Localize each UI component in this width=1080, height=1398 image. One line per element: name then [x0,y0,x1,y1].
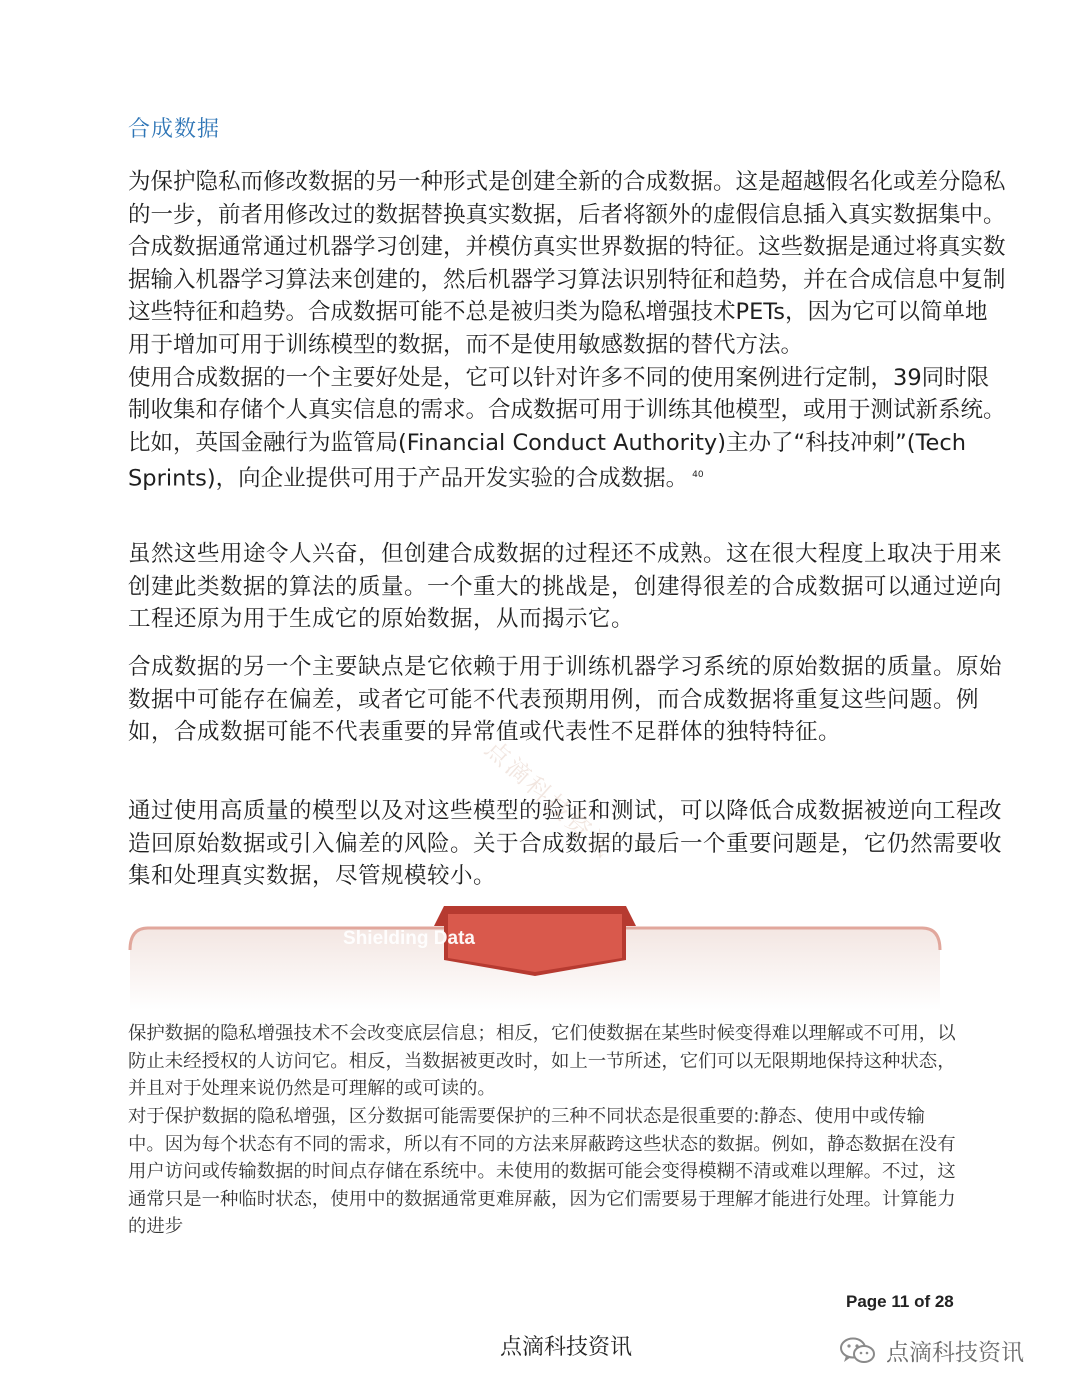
paragraph-benefits [128,362,1008,496]
paragraph-text: 使用合成数据的一个主要好处是，它可以针对许多不同的使用案例进行定制，39同时限制收集和存储个人真实信息的需求。合成数据可用于训练其他模型，或用于测试新系统。比如，英国金融行为监管局(Financial Conduct Authority)主办了“科技冲刺”(Tech Sprints)，向企业提供可用于产品开发实验的合成数据。 [128,364,1006,492]
page-total: 28 [934,1292,954,1311]
banner-graphic [126,900,944,1010]
paragraph-drawbacks: 合成数据的另一个主要缺点是它依赖于用于训练机器学习系统的原始数据的质量。原始数据中可能存在偏差，或者它可能不代表预期用例，而合成数据将重复这些问题。例如，合成数据可能不代表重要的异常值或代表性不足群体的独特特征。 [128,654,1003,746]
wechat-icon [838,1336,878,1366]
brand-name: 点滴科技资讯 [886,1340,1024,1366]
page-current: 11 [891,1292,910,1311]
page-of: of [909,1292,935,1311]
paragraph-challenges: 虽然这些用途令人兴奋，但创建合成数据的过程还不成熟。这在很大程度上取决于用来创建此类数据的算法的质量。一个重大的挑战是，创建得很差的合成数据可以通过逆向工程还原为用于生成它的原始数据，从而揭示它。 [128,541,1003,633]
watermark: 点滴科技资讯 [479,734,619,864]
section-heading: 合成数据 [128,117,221,142]
footer-brand [838,1334,1024,1367]
paragraph-text: 为保护隐私而修改数据的另一种形式是创建全新的合成数据。这是超越假名化或差分隐私的一步，前者用修改过的数据替换真实数据，后者将额外的虚假信息插入真实数据集中。合成数据通常通过机器学习创建，并模仿真实世界数据的特征。这些数据是通过将真实数据输入机器学习算法来创建的，然后机器学习算法识别特征和趋势，并在合成信息中复制这些特征和趋势。合成数据可能不总是被归类为隐私增强技术PETs，因为它可以简单地用于增加可用于训练模型的数据，而不是使用敏感数据的替代方法。 [128,169,1006,358]
footnote-ref: 40 [692,470,704,481]
footer-source: 点滴科技资讯 [500,1335,633,1360]
banner-label: Shielding Data [343,928,475,949]
paragraph-shielding-intro: 保护数据的隐私增强技术不会改变底层信息；相反，它们使数据在某些时候变得难以理解或不可用，以防止未经授权的人访问它。相反，当数据被更改时，如上一节所述，它们可以无限期地保持这种状态，并且对于处理来说仍然是可理解的或可读的。 [128,1023,956,1100]
section-banner [126,900,944,1010]
paragraph-data-states: 对于保护数据的隐私增强，区分数据可能需要保护的三种不同状态是很重要的:静态、使用中或传输中。因为每个状态有不同的需求，所以有不同的方法来屏蔽跨这些状态的数据。例如，静态数据在没有用户访问或传输数据的时间点存储在系统中。未使用的数据可能会变得模糊不清或难以理解。不过，这通常只是一种临时状态，使用中的数据通常更难屏蔽，因为它们需要易于理解才能进行处理。计算能力的进步 [128,1106,956,1238]
page-prefix: Page [846,1292,892,1311]
paragraph-intro [128,166,1008,495]
page-number [846,1292,954,1312]
paragraph-mitigation: 通过使用高质量的模型以及对这些模型的验证和测试，可以降低合成数据被逆向工程改造回原始数据或引入偏差的风险。关于合成数据的最后一个重要问题是，它仍然需要收集和处理真实数据，尽管规模较小。 [128,798,1003,890]
